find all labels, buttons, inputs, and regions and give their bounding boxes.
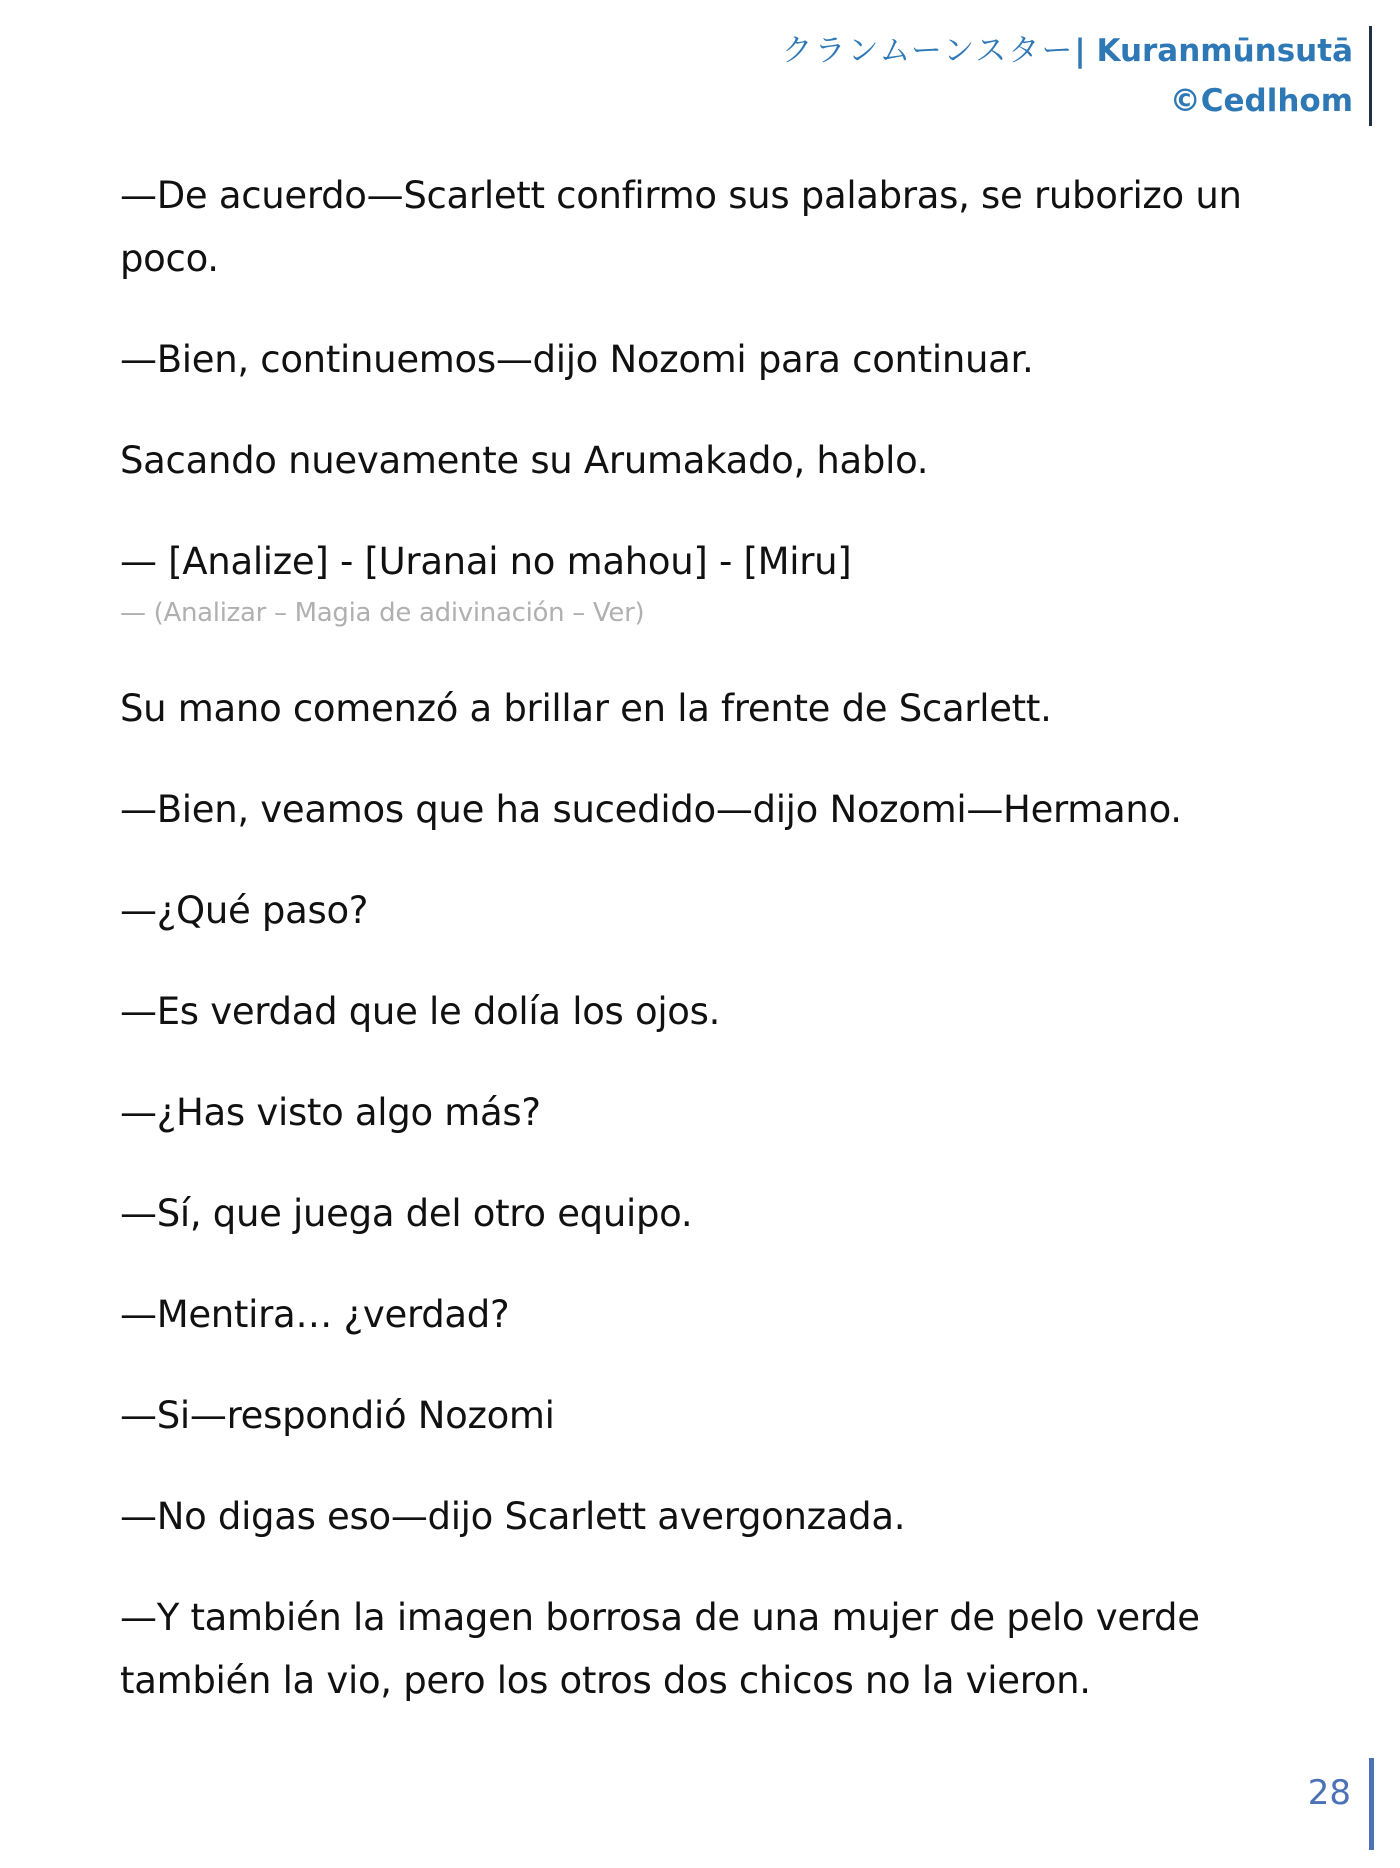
paragraph: —Mentira… ¿verdad? [120,1293,510,1336]
paragraph: —Sí, que juega del otro equipo. [120,1192,693,1235]
paragraph: —No digas eso—dijo Scarlett avergonzada. [120,1495,906,1538]
series-title-romaji: Kuranmūnsutā [1096,33,1353,69]
paragraph: —Y también la imagen borrosa de una mujer de pelo verde también la vio, pero los otros dos chicos no la vieron. [120,1596,1200,1702]
author-credit: ©Cedlhom [1169,83,1353,119]
paragraph: —¿Qué paso? [120,889,369,932]
paragraph: —Bien, veamos que ha sucedido—dijo Nozomi—Hermano. [120,788,1182,831]
running-header [782,26,1372,126]
paragraph: Sacando nuevamente su Arumakado, hablo. [120,439,929,482]
paragraph: Su mano comenzó a brillar en la frente de Scarlett. [120,687,1052,730]
spell-translation-note: — (Analizar – Magia de adivinación – Ver) [120,598,645,628]
paragraph: —Bien, continuemos—dijo Nozomi para continuar. [120,338,1034,381]
header-separator: | [1074,33,1086,69]
paragraph: —¿Has visto algo más? [120,1091,541,1134]
header-title-line [782,26,1353,76]
paragraph: —Si—respondió Nozomi [120,1394,555,1437]
page-number: 28 [1308,1758,1374,1850]
paragraph: —De acuerdo—Scarlett confirmo sus palabras, se ruborizo un poco. [120,174,1242,280]
series-title-japanese: クランムーンスター [781,33,1075,69]
paragraph: —Es verdad que le dolía los ojos. [120,990,721,1033]
page-body [120,164,1290,1750]
spell-incantation: — [Analize] - [Uranai no mahou] - [Miru] [120,540,852,583]
